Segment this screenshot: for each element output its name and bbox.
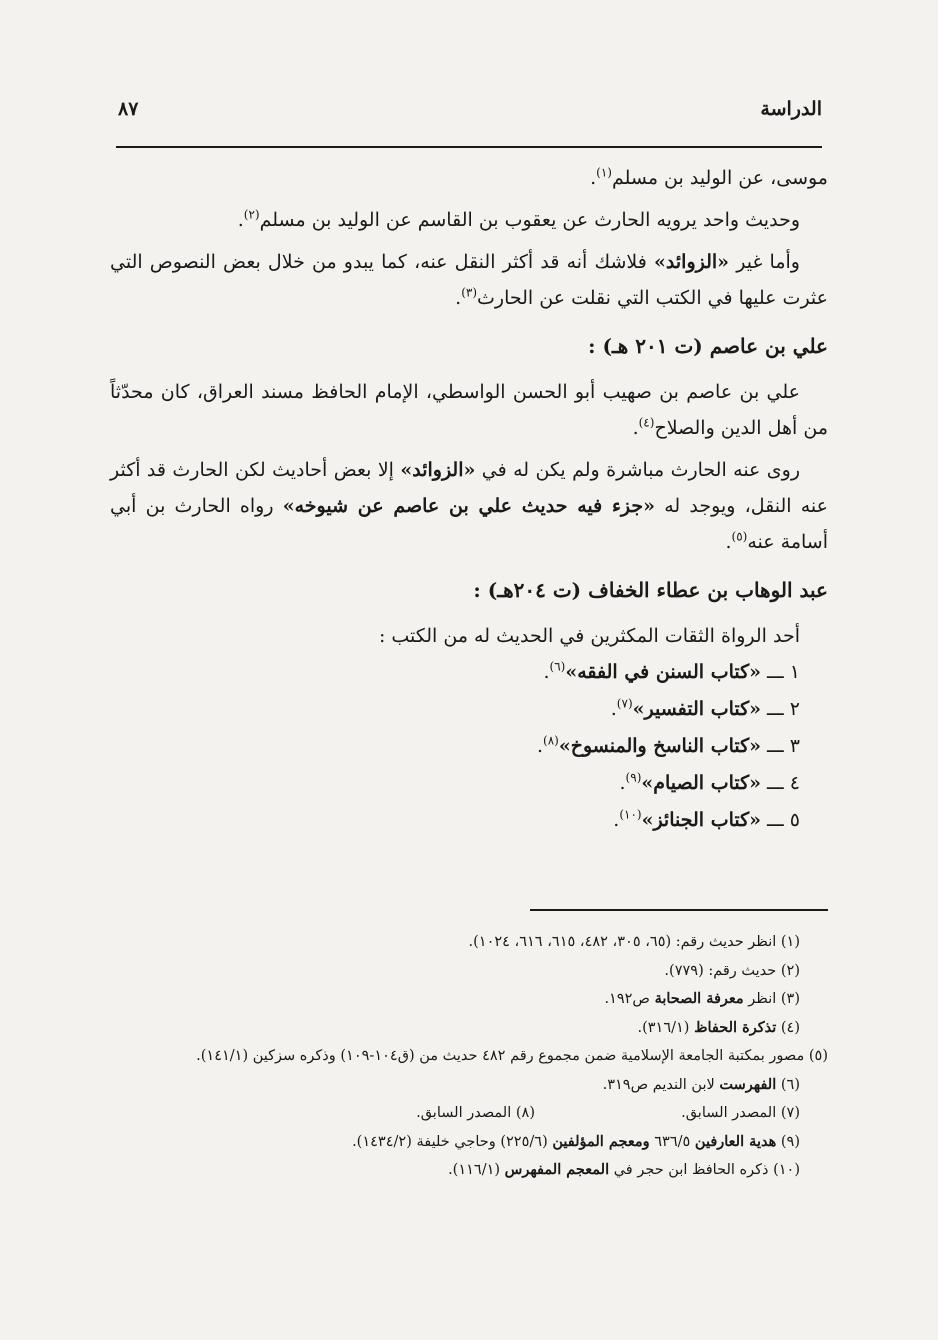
footnote-2: (٢) حديث رقم: (٧٧٩). (664, 962, 800, 979)
paragraph-text: إلا بعض أحاديث لكن الحارث قد أكثر عنه النقل، ويوجد له (110, 459, 828, 517)
book-reference: المعجم المفهرس (504, 1161, 610, 1178)
footnotes (110, 928, 828, 1185)
punctuation: . (590, 167, 597, 189)
footnote-10 (110, 1156, 828, 1185)
punctuation: . (237, 209, 244, 231)
page-number: ٨٧ (118, 98, 139, 120)
paragraph-text: وحديث واحد يرويه الحارث عن يعقوب بن القاسم عن الوليد بن مسلم (259, 209, 800, 231)
paragraph-3 (110, 244, 828, 316)
paragraph-text: موسى، عن الوليد بن مسلم (611, 167, 828, 189)
header-rule (116, 146, 822, 148)
punctuation: . (725, 531, 732, 553)
list-item: ٢ ـــ«كتاب التفسير»$^{(٧)}$. (610, 696, 800, 720)
footnote-separator (530, 909, 828, 911)
footnote-9 (110, 1128, 828, 1157)
footnote-row-7-8 (110, 1099, 828, 1128)
book-reference: ومعجم المؤلفين (552, 1132, 650, 1150)
book-reference: هدية العارفين (694, 1132, 777, 1150)
book-list (110, 654, 828, 839)
paragraph-4 (110, 374, 828, 446)
book-title: «كتاب الناسخ والمنسوخ» (558, 735, 762, 757)
footnote-text: لابن النديم ص٣١٩. (602, 1076, 715, 1093)
footnote-text: (٩) (780, 1133, 800, 1150)
list-item: ٥ ـــ«كتاب الجنائز»$^{(١٠)}$. (613, 807, 800, 831)
book-reference: الفهرست (719, 1075, 777, 1093)
footnote-1: (١) انظر حديث رقم: (٦٥، ٣٠٥، ٤٨٢، ٦١٥، ٦١٦، ١٠٢٤). (468, 934, 800, 950)
footnote-text: (٣) انظر (748, 991, 800, 1007)
footnote-ref[interactable]: (٧) (616, 696, 633, 711)
punctuation: . (455, 287, 462, 309)
footnote-text: ٦٣٦/٥ (654, 1133, 691, 1150)
list-number: ٣ ـــ (767, 735, 800, 757)
section-heading-ali-bin-asim: علي بن عاصم (ت ٢٠١ هـ) : (588, 334, 828, 358)
footnote-4 (110, 1014, 828, 1043)
list-number: ٥ ـــ (767, 809, 800, 831)
section-heading-abd-al-wahhab: عبد الوهاب بن عطاء الخفاف (ت ٢٠٤هـ) : (473, 578, 828, 602)
book-title: «كتاب الجنائز» (641, 809, 762, 831)
paragraph-text: وأما غير (736, 251, 800, 273)
list-item: ٤ ـــ«كتاب الصيام»$^{(٩)}$. (619, 770, 800, 794)
punctuation: . (632, 417, 639, 439)
footnote-text: ص١٩٢. (604, 991, 650, 1007)
paragraph-6: أحد الرواة الثقات المكثرين في الحديث له من الكتب : (378, 625, 800, 647)
footnote-ref[interactable]: (٨) (543, 733, 559, 748)
footnote-ref[interactable]: (١) (596, 165, 612, 180)
footnote-ref[interactable]: (٢) (243, 207, 260, 222)
list-number: ٤ ـــ (767, 772, 800, 794)
list-item: ٣ ـــ«كتاب الناسخ والمنسوخ»$^{(٨)}$. (536, 733, 800, 757)
footnote-ref[interactable]: (١٠) (619, 807, 642, 822)
list-item: ١ ـــ«كتاب السنن في الفقه»$^{(٦)}$. (543, 659, 800, 683)
book-reference: «الزوائد» (654, 251, 730, 273)
running-header (118, 98, 822, 138)
book-title: «كتاب الصيام» (641, 772, 762, 794)
book-title: «كتاب التفسير» (632, 698, 762, 720)
main-text (110, 160, 828, 839)
book-reference: «الزوائد» (400, 459, 476, 481)
footnote-6 (110, 1071, 828, 1100)
footnote-text: (٦) (780, 1076, 800, 1093)
footnote-ref[interactable]: (٩) (625, 770, 642, 785)
footnote-7: (٧) المصدر السابق. (681, 1105, 800, 1121)
paragraph-text: فلاشك أنه قد أكثر النقل عنه، كما يبدو من خلال بعض النصوص التي عثرت عليها في الكتب التي نقلت عن الحارث (110, 251, 828, 309)
header-title: الدراسة (760, 98, 822, 120)
footnote-5: (٥) مصور بمكتبة الجامعة الإسلامية ضمن مجموع رقم ٤٨٢ حديث من (ق١٠٤-١٠٩) وذكره سزكين (١٤١/١). (196, 1048, 828, 1064)
footnote-3 (110, 985, 828, 1014)
footnote-ref[interactable]: (٦) (549, 659, 566, 674)
paragraph-1 (110, 160, 828, 196)
paragraph-text: علي بن عاصم بن صهيب أبو الحسن الواسطي، الإمام الحافظ مسند العراق، كان محدّثاً من أهل الدين والصلاح (110, 381, 828, 439)
list-number: ٢ ـــ (767, 698, 800, 720)
paragraph-text: رواه الحارث بن أبي أسامة عنه (110, 495, 828, 553)
footnote-text: (٣١٦/١). (637, 1019, 690, 1036)
footnote-text: (٤) (780, 1019, 800, 1036)
book-reference: تذكرة الحفاظ (694, 1018, 777, 1036)
paragraph-2 (110, 202, 828, 238)
footnote-ref[interactable]: (٣) (461, 285, 478, 300)
book-title: «كتاب السنن في الفقه» (565, 661, 762, 683)
footnote-text: (٢٢٥/٦) وحاجي خليفة (١٤٣٤/٢). (352, 1133, 548, 1150)
book-reference: «جزء فيه حديث علي بن عاصم عن شيوخه» (282, 495, 656, 517)
footnote-ref[interactable]: (٤) (638, 415, 655, 430)
list-number: ١ ـــ (767, 661, 800, 683)
footnote-8: (٨) المصدر السابق. (416, 1105, 535, 1121)
paragraph-5 (110, 452, 828, 560)
paragraph-text: روى عنه الحارث مباشرة ولم يكن له في (481, 459, 801, 481)
footnote-ref[interactable]: (٥) (731, 529, 748, 544)
footnote-text: (١١٦/١). (448, 1162, 501, 1178)
book-reference: معرفة الصحابة (654, 990, 744, 1007)
footnote-text: (١٠) ذكره الحافظ ابن حجر في (613, 1162, 800, 1178)
